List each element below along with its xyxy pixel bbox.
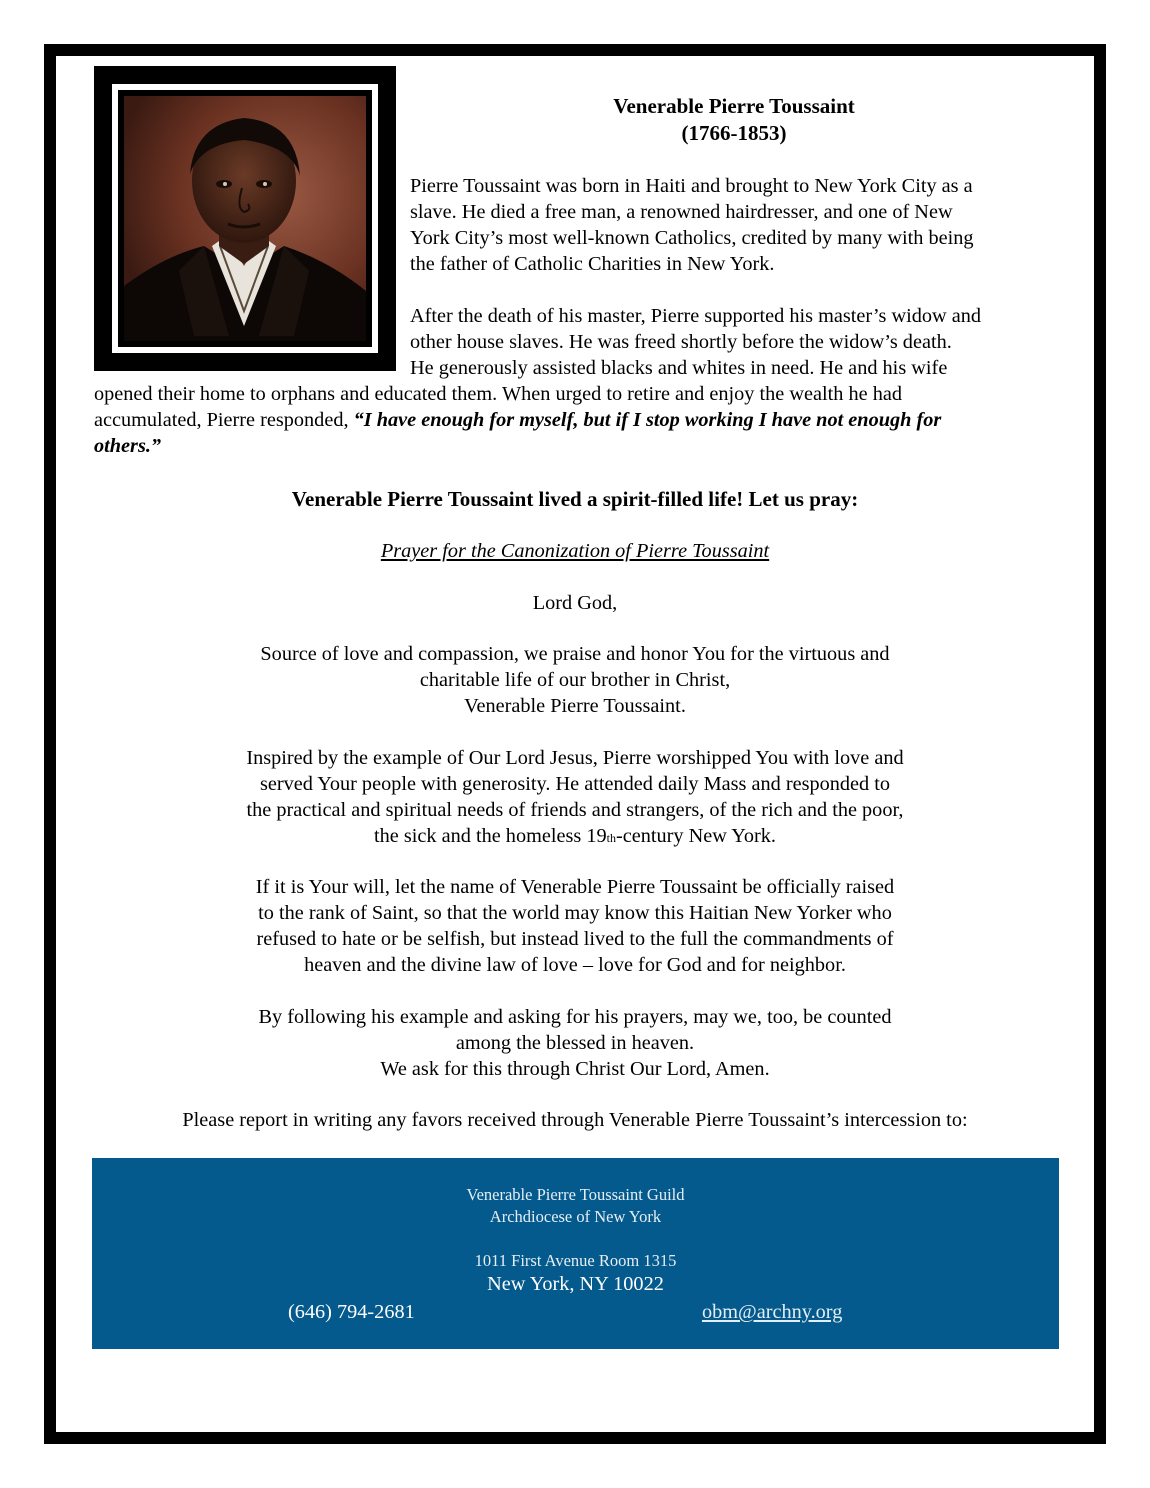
prayer-line: heaven and the divine law of love – love for God and for neighbor. (304, 954, 846, 976)
prayer-paragraph-4 (94, 1004, 1056, 1082)
prayer-line: among the blessed in heaven. (455, 1032, 695, 1054)
toussaint-quote: “I have enough for myself, but if I stop working I have not enough for (353, 409, 942, 431)
prayer-line: the practical and spiritual needs of friends and strangers, of the rich and the poor, (246, 799, 904, 821)
report-instructions: Please report in writing any favors received through Venerable Pierre Toussaint’s intercession to: (182, 1109, 968, 1131)
prayer-line: to the rank of Saint, so that the world may know this Haitian New Yorker who (258, 902, 892, 924)
prayer-title: Prayer for the Canonization of Pierre Toussaint (380, 540, 770, 562)
archdiocese-name: Archdiocese of New York (489, 1207, 662, 1226)
intro-line: the father of Catholic Charities in New York. (410, 253, 775, 275)
prayer-line: served Your people with generosity. He attended daily Mass and responded to (259, 773, 891, 795)
city-state-zip: New York, NY 10022 (487, 1273, 664, 1295)
century-rest: -century New York. (615, 825, 776, 847)
prayer-line: refused to hate or be selfish, but instead lived to the full the commandments of (256, 928, 894, 950)
prayer-paragraph-3 (94, 874, 1056, 978)
guild-name: Venerable Pierre Toussaint Guild (466, 1185, 685, 1204)
intro-line: Pierre Toussaint was born in Haiti and brought to New York City as a (410, 175, 973, 197)
bio-line-with-quote (94, 407, 1056, 433)
bio-line: He generously assisted blacks and whites in need. He and his wife (410, 357, 948, 379)
street-address: 1011 First Avenue Room 1315 (474, 1251, 677, 1270)
bio-line: opened their home to orphans and educated them. When urged to retire and enjoy the wealth he had (94, 383, 902, 405)
bio-line: other house slaves. He was freed shortly before the widow’s death. (410, 331, 952, 353)
lived-heading: Venerable Pierre Toussaint lived a spirit-filled life! Let us pray: (291, 487, 859, 511)
bio-line-prefix: accumulated, Pierre responded, (94, 409, 354, 431)
prayer-paragraph-2 (94, 745, 1056, 851)
phone-number: (646) 794-2681 (288, 1301, 415, 1323)
email-link[interactable]: obm@archny.org (702, 1301, 843, 1323)
prayer-line: By following his example and asking for his prayers, may we, too, be counted (258, 1006, 892, 1028)
intro-line: York City’s most well-known Catholics, credited by many with being (410, 227, 974, 249)
prayer-line: Venerable Pierre Toussaint. (464, 695, 686, 717)
toussaint-quote-end: others.” (94, 435, 162, 457)
prayer-line: charitable life of our brother in Christ, (419, 669, 731, 691)
prayer-paragraph-1 (94, 641, 1056, 719)
prayer-line: Source of love and compassion, we praise and honor You for the virtuous and (260, 643, 890, 665)
prayer-line: We ask for this through Christ Our Lord, Amen. (380, 1058, 770, 1080)
prayer-line: If it is Your will, let the name of Venerable Pierre Toussaint be officially raised (255, 876, 895, 898)
bio-line: After the death of his master, Pierre supported his master’s widow and (410, 305, 982, 327)
document-title (400, 93, 1068, 147)
prayer-line (94, 823, 1056, 851)
intro-line: slave. He died a free man, a renowned hairdresser, and one of New (410, 201, 953, 223)
contact-box (92, 1158, 1059, 1349)
century-suffix-th: th (606, 831, 616, 845)
title-name: Venerable Pierre Toussaint (613, 94, 855, 118)
title-dates: (1766-1853) (681, 121, 787, 145)
century-prefix: the sick and the homeless 19 (374, 825, 607, 847)
prayer-line: Inspired by the example of Our Lord Jesus, Pierre worshipped You with love and (246, 747, 904, 769)
biography-paragraph (94, 303, 1056, 459)
prayer-salutation: Lord God, (532, 592, 618, 614)
intro-paragraph (410, 173, 1070, 277)
